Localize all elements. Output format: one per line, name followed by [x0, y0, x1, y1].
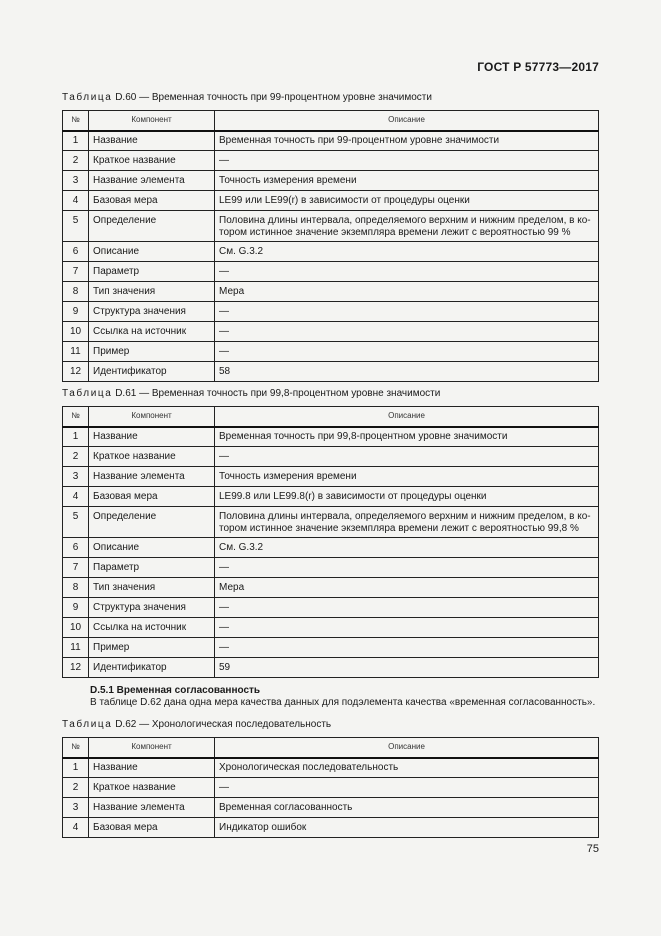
- row-number: 12: [63, 362, 89, 382]
- column-header: №: [63, 738, 89, 758]
- component-cell: Базовая мера: [89, 487, 215, 507]
- row-number: 1: [63, 758, 89, 778]
- table-row: [63, 818, 599, 838]
- description-cell: 58: [215, 362, 599, 382]
- description-line: тором истинное значение экземпляра времени лежит с вероятностью 99 %: [219, 227, 571, 238]
- description-cell: См. G.3.2: [215, 538, 599, 558]
- component-cell: Базовая мера: [89, 191, 215, 211]
- section-d51: [62, 685, 599, 709]
- component-cell: Название элемента: [89, 798, 215, 818]
- column-header: Компонент: [89, 111, 215, 131]
- table-row: [63, 638, 599, 658]
- row-number: 1: [63, 427, 89, 447]
- component-cell: Описание: [89, 538, 215, 558]
- description-cell: Точность измерения времени: [215, 171, 599, 191]
- table-row: [63, 658, 599, 678]
- description-cell: —: [215, 638, 599, 658]
- row-number: 3: [63, 798, 89, 818]
- row-number: 3: [63, 171, 89, 191]
- row-number: 12: [63, 658, 89, 678]
- table-row: [63, 618, 599, 638]
- table-row: [63, 758, 599, 778]
- page-number: 75: [586, 843, 599, 855]
- table-row: [63, 282, 599, 302]
- table-row: [63, 362, 599, 382]
- table-caption-d61: Таблица D.61 — Временная точность при 99,8-процентном уровне значимости: [62, 388, 441, 399]
- table-row: [63, 131, 599, 151]
- component-cell: Структура значения: [89, 302, 215, 322]
- table-row: [63, 322, 599, 342]
- row-number: 10: [63, 618, 89, 638]
- row-number: 1: [63, 131, 89, 151]
- description-cell: —: [215, 322, 599, 342]
- description-cell: Временная точность при 99-процентном уровне значимости: [215, 131, 599, 151]
- row-number: 10: [63, 322, 89, 342]
- table-row: [63, 778, 599, 798]
- table-header-row: [63, 738, 599, 758]
- table-row: [63, 578, 599, 598]
- description-cell: —: [215, 558, 599, 578]
- table-row: [63, 242, 599, 262]
- row-number: 9: [63, 302, 89, 322]
- row-number: 2: [63, 447, 89, 467]
- column-header: Описание: [215, 738, 599, 758]
- component-cell: Структура значения: [89, 598, 215, 618]
- component-cell: Название: [89, 427, 215, 447]
- row-number: 5: [63, 211, 89, 242]
- row-number: 3: [63, 467, 89, 487]
- table-row: [63, 467, 599, 487]
- component-cell: Базовая мера: [89, 818, 215, 838]
- component-cell: Определение: [89, 507, 215, 538]
- table-row: [63, 302, 599, 322]
- description-line: Половина длины интервала, определяемого верхним и нижним пределом, в ко-: [219, 215, 591, 226]
- description-cell: —: [215, 447, 599, 467]
- description-cell: Мера: [215, 578, 599, 598]
- table-header-row: [63, 407, 599, 427]
- row-number: 2: [63, 778, 89, 798]
- section-paragraph: В таблице D.62 дана одна мера качества данных для подэлемента качества «временная согласованность».: [90, 697, 596, 708]
- row-number: 11: [63, 638, 89, 658]
- description-cell: См. G.3.2: [215, 242, 599, 262]
- description-cell: Индикатор ошибок: [215, 818, 599, 838]
- row-number: 2: [63, 151, 89, 171]
- table-row: [63, 262, 599, 282]
- table-row: [63, 447, 599, 467]
- description-cell: Мера: [215, 282, 599, 302]
- document-id: ГОСТ Р 57773—2017: [477, 60, 599, 74]
- component-cell: Тип значения: [89, 282, 215, 302]
- component-cell: Описание: [89, 242, 215, 262]
- column-header: №: [63, 111, 89, 131]
- row-number: 7: [63, 558, 89, 578]
- component-cell: Параметр: [89, 262, 215, 282]
- description-cell: —: [215, 342, 599, 362]
- table-row: [63, 171, 599, 191]
- table-d62: [62, 737, 599, 838]
- component-cell: Тип значения: [89, 578, 215, 598]
- description-line: тором истинное значение экземпляра времени лежит с вероятностью 99,8 %: [219, 523, 579, 534]
- section-heading: D.5.1 Временная согласованность: [90, 685, 261, 696]
- table-d60: [62, 110, 599, 382]
- component-cell: Идентификатор: [89, 362, 215, 382]
- description-cell: Временная согласованность: [215, 798, 599, 818]
- row-number: 6: [63, 242, 89, 262]
- component-cell: Идентификатор: [89, 658, 215, 678]
- description-cell: —: [215, 778, 599, 798]
- table-row: [63, 211, 599, 242]
- component-cell: Параметр: [89, 558, 215, 578]
- description-cell: —: [215, 302, 599, 322]
- description-cell: LE99 или LE99(r) в зависимости от процедуры оценки: [215, 191, 599, 211]
- description-cell: —: [215, 262, 599, 282]
- description-cell: —: [215, 151, 599, 171]
- table-caption-d62: Таблица D.62 — Хронологическая последовательность: [62, 719, 332, 730]
- row-number: 9: [63, 598, 89, 618]
- row-number: 8: [63, 578, 89, 598]
- component-cell: Ссылка на источник: [89, 618, 215, 638]
- component-cell: Пример: [89, 638, 215, 658]
- row-number: 6: [63, 538, 89, 558]
- row-number: 11: [63, 342, 89, 362]
- table-row: [63, 598, 599, 618]
- table-row: [63, 538, 599, 558]
- column-header: Описание: [215, 111, 599, 131]
- table-d61: [62, 406, 599, 678]
- description-cell: Точность измерения времени: [215, 467, 599, 487]
- component-cell: Определение: [89, 211, 215, 242]
- table-header-row: [63, 111, 599, 131]
- column-header: Компонент: [89, 738, 215, 758]
- table-caption-d60: Таблица D.60 — Временная точность при 99-процентном уровне значимости: [62, 92, 432, 103]
- description-cell: 59: [215, 658, 599, 678]
- component-cell: Пример: [89, 342, 215, 362]
- component-cell: Краткое название: [89, 447, 215, 467]
- table-row: [63, 191, 599, 211]
- column-header: Компонент: [89, 407, 215, 427]
- table-row: [63, 798, 599, 818]
- component-cell: Название элемента: [89, 467, 215, 487]
- row-number: 4: [63, 487, 89, 507]
- description-cell: —: [215, 618, 599, 638]
- table-row: [63, 558, 599, 578]
- component-cell: Краткое название: [89, 151, 215, 171]
- description-cell: [215, 507, 599, 538]
- component-cell: Краткое название: [89, 778, 215, 798]
- table-row: [63, 151, 599, 171]
- description-cell: —: [215, 598, 599, 618]
- row-number: 8: [63, 282, 89, 302]
- description-cell: LE99.8 или LE99.8(r) в зависимости от процедуры оценки: [215, 487, 599, 507]
- component-cell: Название: [89, 758, 215, 778]
- row-number: 4: [63, 818, 89, 838]
- component-cell: Название элемента: [89, 171, 215, 191]
- description-line: Половина длины интервала, определяемого верхним и нижним пределом, в ко-: [219, 511, 591, 522]
- row-number: 7: [63, 262, 89, 282]
- row-number: 4: [63, 191, 89, 211]
- description-cell: [215, 211, 599, 242]
- table-row: [63, 487, 599, 507]
- table-row: [63, 507, 599, 538]
- table-row: [63, 427, 599, 447]
- description-cell: Временная точность при 99,8-процентном уровне значимости: [215, 427, 599, 447]
- description-cell: Хронологическая последовательность: [215, 758, 599, 778]
- column-header: Описание: [215, 407, 599, 427]
- row-number: 5: [63, 507, 89, 538]
- column-header: №: [63, 407, 89, 427]
- table-row: [63, 342, 599, 362]
- component-cell: Ссылка на источник: [89, 322, 215, 342]
- component-cell: Название: [89, 131, 215, 151]
